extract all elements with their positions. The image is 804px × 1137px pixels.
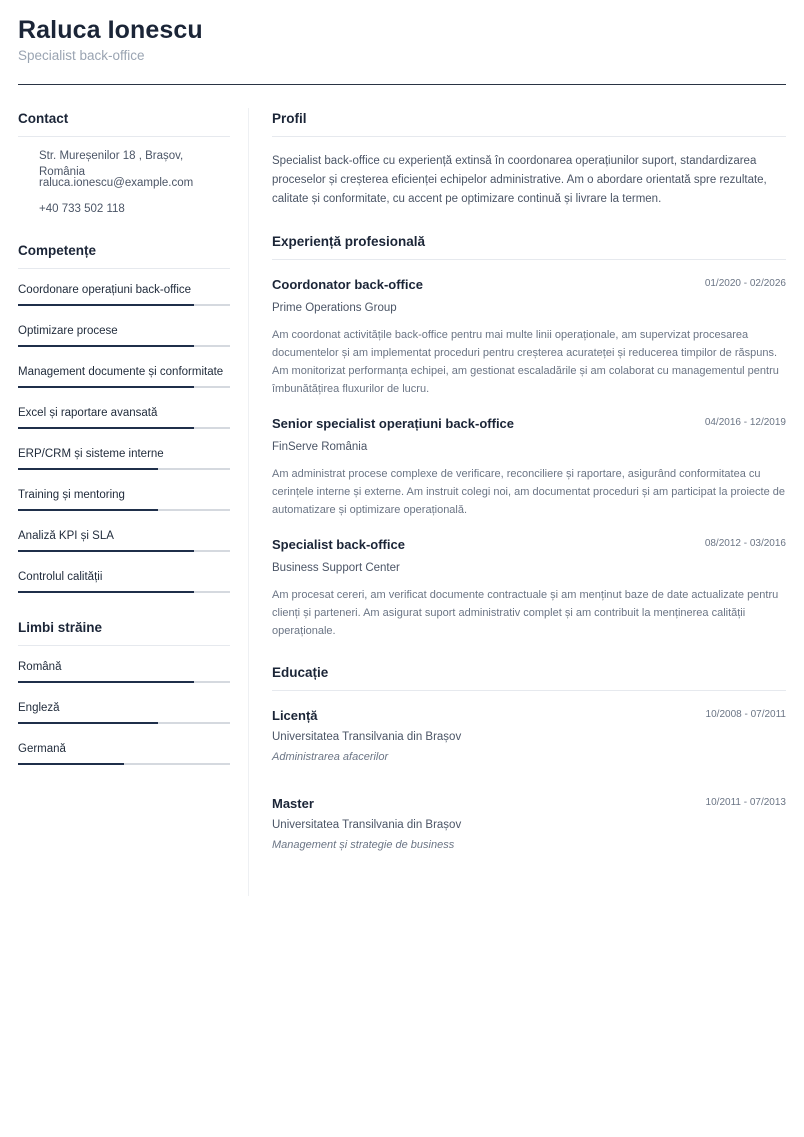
- skill-item: [18, 529, 230, 570]
- language-level-track: [18, 722, 230, 724]
- job-date: 01/2020 - 02/2026: [704, 278, 786, 289]
- skill-item: [18, 447, 230, 488]
- contact-list: [18, 137, 230, 228]
- skill-item: [18, 324, 230, 365]
- skill-level-bar: [18, 345, 194, 347]
- language-item: [18, 660, 230, 701]
- skill-level-bar: [18, 591, 194, 593]
- contact-heading: Contact: [18, 110, 230, 137]
- experience-section: [272, 233, 786, 640]
- skill-level-track: [18, 427, 230, 429]
- education-entry: [272, 707, 786, 765]
- profile-section: [272, 110, 786, 209]
- skill-level-track: [18, 550, 230, 552]
- education-school: Universitatea Transilvania din Brașov: [272, 731, 462, 743]
- skill-level-bar: [18, 550, 194, 552]
- contact-address: Str. Mureșenilor 18 , Brașov, România: [39, 150, 184, 178]
- skill-level-track: [18, 468, 230, 470]
- education-header: [272, 795, 786, 815]
- job-date: 04/2016 - 12/2019: [704, 417, 786, 428]
- education-section: [272, 664, 786, 853]
- skill-level-track: [18, 386, 230, 388]
- skills-section: [18, 242, 230, 611]
- language-item: [18, 701, 230, 742]
- language-label: Engleză: [18, 701, 60, 714]
- job-description: Am procesat cereri, am verificat documente contractuale și am menținut baze de date actualizate pentru clienți și parteneri. Am asigurat suport administrativ complet și am contribuit la menținerea calității operaționale.: [272, 589, 779, 637]
- experience-heading: Experiență profesională: [272, 233, 786, 260]
- language-label: Română: [18, 660, 62, 673]
- job-entry: [272, 536, 786, 640]
- skills-list: [18, 283, 230, 611]
- skill-label: Training și mentoring: [18, 488, 125, 501]
- education-date: 10/2011 - 07/2013: [705, 797, 786, 808]
- language-level-bar: [18, 763, 124, 765]
- column-divider: [248, 108, 249, 896]
- job-title: Senior specialist operațiuni back-office: [272, 416, 515, 431]
- skill-label: Optimizare procese: [18, 324, 118, 337]
- language-level-bar: [18, 681, 194, 683]
- education-date: 10/2008 - 07/2011: [705, 709, 786, 720]
- skill-level-track: [18, 591, 230, 593]
- profile-summary: Specialist back-office cu experiență extinsă în coordonarea operațiunilor suport, standardizarea proceselor și creșterea eficienței echipelor administrative. Am o abordare orientată spre rezultate, calitate și conformitate, cu accent pe optimizare continuă și livrare la termen.: [272, 155, 767, 205]
- skill-level-bar: [18, 304, 194, 306]
- contact-phone[interactable]: +40 733 502 118: [39, 203, 125, 215]
- languages-list: [18, 660, 230, 783]
- skill-label: Coordonare operațiuni back-office: [18, 283, 192, 296]
- skill-level-track: [18, 509, 230, 511]
- language-level-bar: [18, 722, 158, 724]
- candidate-name: Raluca Ionescu: [18, 16, 203, 44]
- education-degree: Licență: [272, 708, 318, 723]
- skill-level-track: [18, 304, 230, 306]
- skill-label: Analiză KPI și SLA: [18, 529, 114, 542]
- education-header: [272, 707, 786, 727]
- contact-email[interactable]: raluca.ionescu@example.com: [39, 176, 194, 189]
- job-entry: [272, 276, 786, 398]
- skill-level-bar: [18, 509, 158, 511]
- languages-section: [18, 619, 230, 783]
- job-description: Am administrat procese complexe de verificare, reconciliere și raportare, asigurând conformitatea cu cerințele interne și externe. Am instruit colegi noi, am documentat proceduri și am participat la proiecte de automatizare și optimizare operațională.: [272, 468, 785, 516]
- header-divider: [18, 84, 786, 85]
- skills-heading: Competențe: [18, 242, 230, 269]
- skill-level-bar: [18, 427, 194, 429]
- job-description: Am coordonat activitățile back-office pentru mai multe linii operaționale, am supervizat procesarea documentelor și am implementat proceduri pentru creșterea acurateței și reducerea timpilor de răspuns. Am monitorizat performanța echipei, am gestionat escaladările și am colaborat cu managementul pentru îmbunătățirea fluxurilor de lucru.: [272, 329, 779, 395]
- main-column: [272, 110, 786, 853]
- language-item: [18, 742, 230, 783]
- language-level-track: [18, 681, 230, 683]
- resume-header: [18, 14, 786, 65]
- job-company: FinServe România: [272, 441, 368, 453]
- skill-label: ERP/CRM și sisteme interne: [18, 447, 164, 460]
- job-title: Specialist back-office: [272, 537, 405, 552]
- education-school: Universitatea Transilvania din Brașov: [272, 819, 462, 831]
- language-level-track: [18, 763, 230, 765]
- skill-item: [18, 406, 230, 447]
- job-header: [272, 276, 786, 296]
- skill-level-bar: [18, 386, 194, 388]
- education-heading: Educație: [272, 664, 786, 691]
- sidebar: [18, 110, 230, 783]
- skill-label: Excel și raportare avansată: [18, 406, 158, 419]
- education-entry: [272, 795, 786, 853]
- education-field: Administrarea afacerilor: [272, 751, 389, 763]
- education-degree: Master: [272, 796, 314, 811]
- skill-label: Controlul calității: [18, 570, 103, 583]
- language-label: Germană: [18, 742, 66, 755]
- skill-level-track: [18, 345, 230, 347]
- skill-level-bar: [18, 468, 158, 470]
- job-date: 08/2012 - 03/2016: [704, 538, 786, 549]
- education-field: Management și strategie de business: [272, 839, 455, 851]
- job-company: Prime Operations Group: [272, 302, 397, 314]
- skill-item: [18, 365, 230, 406]
- skill-label: Management documente și conformitate: [18, 365, 224, 378]
- job-company: Business Support Center: [272, 562, 400, 574]
- skill-item: [18, 570, 230, 611]
- skill-item: [18, 283, 230, 324]
- job-header: [272, 415, 786, 435]
- contact-section: [18, 110, 230, 228]
- skill-item: [18, 488, 230, 529]
- candidate-title: Specialist back-office: [18, 48, 145, 63]
- job-title: Coordonator back-office: [272, 277, 423, 292]
- job-entry: [272, 415, 786, 519]
- job-header: [272, 536, 786, 556]
- profile-heading: Profil: [272, 110, 786, 137]
- languages-heading: Limbi străine: [18, 619, 230, 646]
